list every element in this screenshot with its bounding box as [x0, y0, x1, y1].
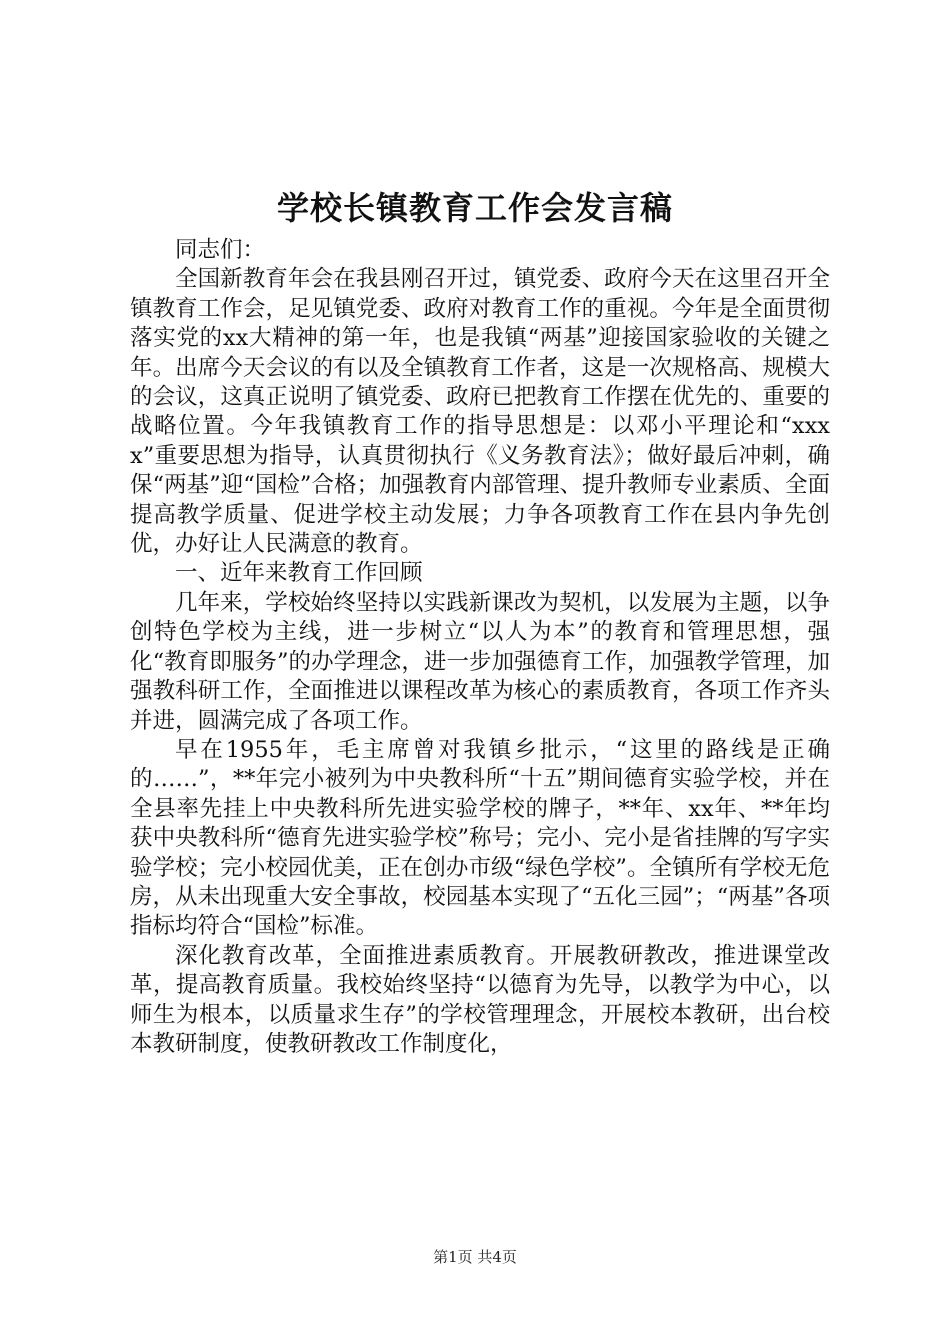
- intro-paragraph: 全国新教育年会在我县刚召开过，镇党委、政府今天在这里召开全镇教育工作会，足见镇党委、政府对教育工作的重视。今年是全面贯彻落实党的xx大精神的第一年，也是我镇“两基”迎接国家验收的关键之年。出席今天会议的有以及全镇教育工作者，这是一次规格高、规模大的会议，这真正说明了镇党委、政府已把教育工作摆在优先的、重要的战略位置。今年我镇教育工作的指导思想是：以邓小平理论和“xxxx”重要思想为指导，认真贯彻执行《义务教育法》；做好最后冲刺，确保“两基”迎“国检”合格；加强教育内部管理、提升教师专业素质、全面提高教学质量、促进学校主动发展；力争各项教育工作在县内争先创优，办好让人民满意的教育。: [130, 266, 830, 558]
- history-paragraph: 早在1955年，毛主席曾对我镇乡批示，“这里的路线是正确的……”，**年完小被列为中央教科所“十五”期间德育实验学校，并在全县率先挂上中央教科所先进实验学校的牌子，**年、xx年、**年均获中央教科所“德育先进实验学校”称号；完小、完小是省挂牌的写字实验学校；完小校园优美，正在创办市级“绿色学校”。全镇所有学校无危房，从未出现重大安全事故，校园基本实现了“五化三园”；“两基”各项指标均符合“国检”标准。: [130, 736, 830, 940]
- reform-paragraph: 深化教育改革，全面推进素质教育。开展教研教改，推进课堂改革，提高教育质量。我校始终坚持“以德育为先导，以教学为中心，以师生为根本，以质量求生存”的学校管理理念，开展校本教研，出台校本教研制度，使教研教改工作制度化，: [130, 942, 830, 1057]
- document-body: [130, 236, 830, 1059]
- salutation-paragraph: 同志们：: [175, 237, 266, 263]
- page-number-footer: 第1页 共4页: [433, 1248, 517, 1266]
- section-heading-review: 一、近年来教育工作回顾: [175, 560, 423, 587]
- review-paragraph: 几年来，学校始终坚持以实践新课改为契机，以发展为主题，以争创特色学校为主线，进一步树立“以人为本”的教育和管理思想，强化“教育即服务”的办学理念，进一步加强德育工作，加强教学管理，加强教科研工作，全面推进以课程改革为核心的素质教育，各项工作齐头并进，圆满完成了各项工作。: [130, 589, 830, 734]
- document-title: 学校长镇教育工作会发言稿: [276, 189, 673, 227]
